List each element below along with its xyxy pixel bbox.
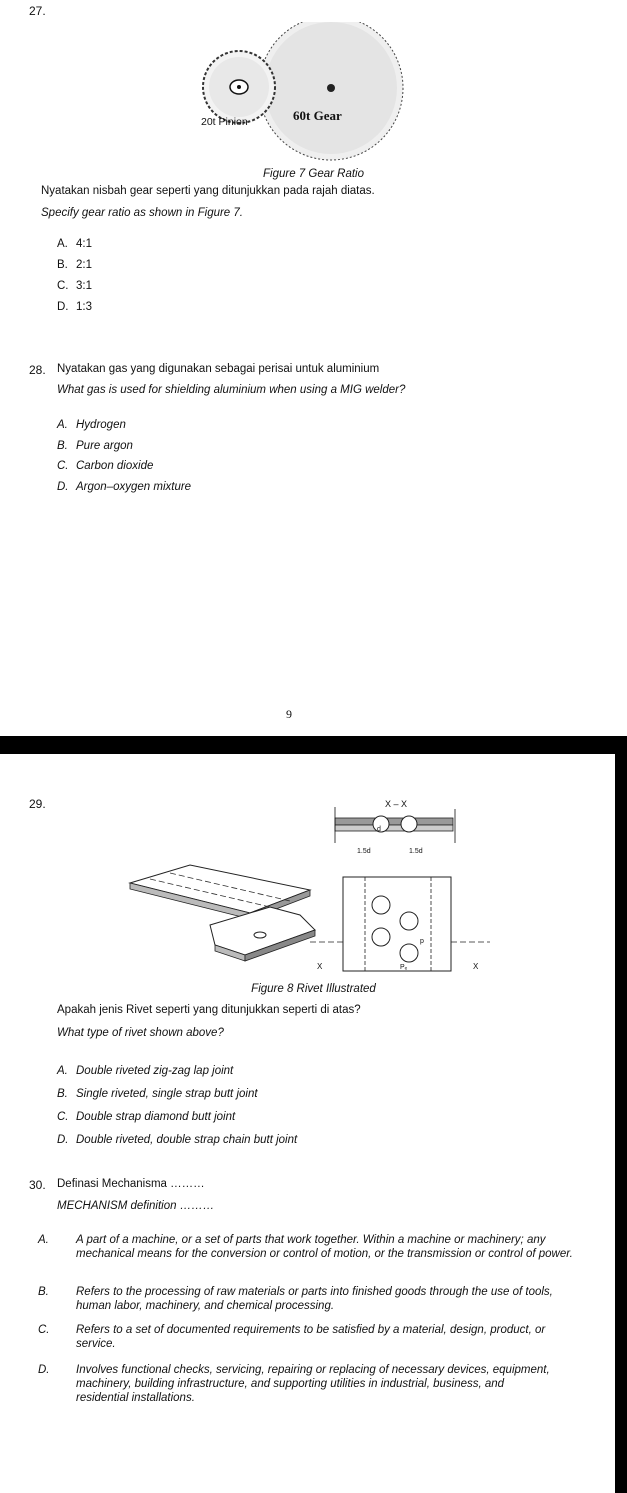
question-30-option-b[interactable]: B. Refers to the processing of raw materials or parts into finished goods through the use of tools, human labor, machinery, and chemical processing. <box>38 1286 553 1312</box>
question-27-text-ms: Nyatakan nisbah gear seperti yang ditunjukkan pada rajah diatas. <box>41 185 375 197</box>
question-28-option-c[interactable]: C. Carbon dioxide <box>57 460 154 472</box>
question-29-option-b[interactable]: B. Single riveted, single strap butt joint <box>57 1088 258 1100</box>
question-30-text-ms: Definasi Mechanisma ……… <box>57 1178 205 1190</box>
figure-7-caption: Figure 7 Gear Ratio <box>263 168 364 180</box>
page-separator <box>0 736 627 754</box>
pinion-label: 20t Pinion <box>201 116 248 128</box>
question-28-option-a[interactable]: A. Hydrogen <box>57 419 126 431</box>
rivet-joint-plan-figure <box>305 797 495 972</box>
section-mark-left: X <box>317 962 323 971</box>
question-28-option-d[interactable]: D. Argon–oxygen mixture <box>57 481 192 493</box>
question-27-text-en: Specify gear ratio as shown in Figure 7. <box>41 207 243 219</box>
pinion-gear-20t <box>203 51 275 123</box>
question-30-number: 30. <box>29 1178 46 1192</box>
gear-ratio-figure <box>195 22 415 162</box>
question-30-option-d[interactable]: D. Involves functional checks, servicing, repairing or replacing of necessary devices, equipment, machinery, building infrastructure, and supporting utilities in industrial, business, and residential installations. <box>38 1364 550 1404</box>
question-27-option-b[interactable]: B. 2:1 <box>57 259 92 271</box>
question-29-text-en: What type of rivet shown above? <box>57 1027 224 1039</box>
page-number: 9 <box>286 707 292 721</box>
question-29-option-c[interactable]: C. Double strap diamond butt joint <box>57 1111 236 1123</box>
question-28-text-ms: Nyatakan gas yang digunakan sebagai perisai untuk aluminium <box>57 363 380 375</box>
question-30-option-c[interactable]: C. Refers to a set of documented requirements to be satisfied by a material, design, product, or service. <box>38 1324 546 1350</box>
section-mark-right: X <box>473 962 479 971</box>
question-30-option-a[interactable]: A. A part of a machine, or a set of parts that work together. Within a machine or machinery; any mechanical means for the conversion or control of motion, or the transmission or control of power. <box>38 1234 573 1260</box>
question-29-option-d[interactable]: D. Double riveted, double strap chain butt joint <box>57 1134 298 1146</box>
question-29-number: 29. <box>29 797 46 811</box>
question-28-text-en: What gas is used for shielding aluminium when using a MIG welder? <box>57 384 406 396</box>
section-xx-label: X – X <box>385 799 408 809</box>
question-29-text-ms: Apakah jenis Rivet seperti yang ditunjukkan seperti di atas? <box>57 1004 361 1016</box>
dim-p: p <box>420 938 424 945</box>
question-29-option-a[interactable]: A. Double riveted zig-zag lap joint <box>57 1065 234 1077</box>
dim-d: d <box>377 826 381 833</box>
dim-15d-right: 1.5d <box>409 848 423 855</box>
question-30-text-en: MECHANISM definition ……… <box>57 1200 215 1212</box>
question-27-option-a[interactable]: A. 4:1 <box>57 238 92 250</box>
question-28-number: 28. <box>29 363 46 377</box>
question-27-option-c[interactable]: C. 3:1 <box>57 280 92 292</box>
large-gear-60t <box>259 22 403 160</box>
rivet-joint-perspective-figure <box>120 855 320 965</box>
gear-label: 60t Gear <box>293 108 342 123</box>
question-28-option-b[interactable]: B. Pure argon <box>57 440 133 452</box>
dim-pb: Pₑ <box>400 964 408 971</box>
dim-15d-left: 1.5d <box>357 848 371 855</box>
figure-8-caption: Figure 8 Rivet Illustrated <box>251 983 376 995</box>
question-27-option-d[interactable]: D. 1:3 <box>57 301 92 313</box>
page-edge-shadow <box>615 754 627 1493</box>
question-27-number: 27. <box>29 4 46 18</box>
